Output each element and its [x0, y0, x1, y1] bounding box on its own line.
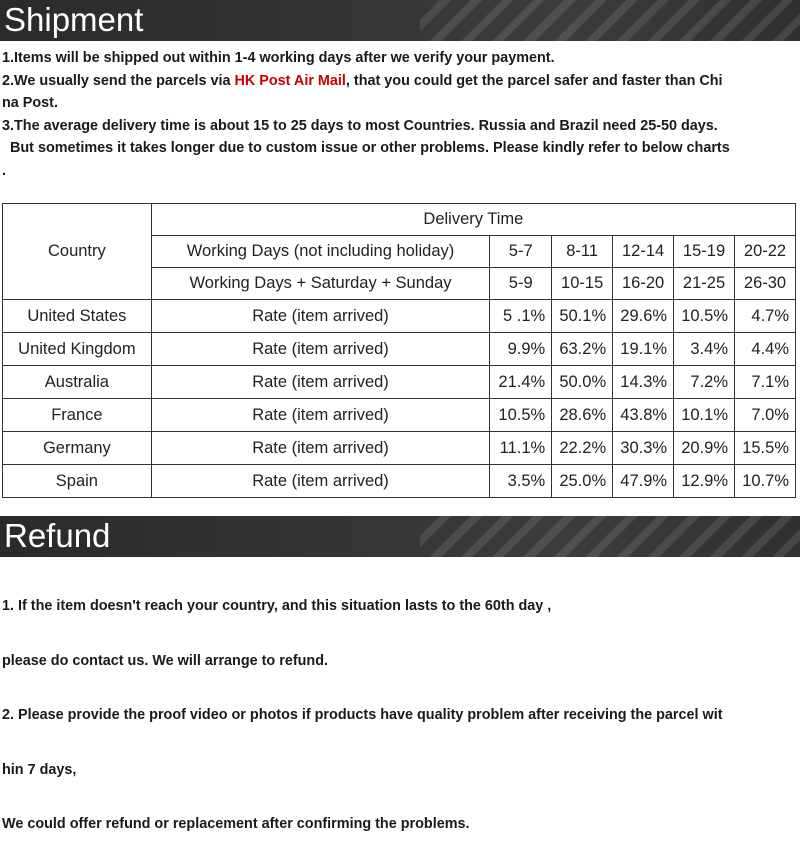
- rate-label-cell: Rate (item arrived): [151, 300, 489, 333]
- shipment-line: [2, 137, 798, 160]
- table-row: [3, 465, 796, 498]
- rate-cell: 19.1%: [613, 333, 674, 366]
- refund-line: We could offer refund or replacement after confirming the problems.: [2, 816, 470, 832]
- rate-cell: 30.3%: [613, 432, 674, 465]
- working-days-label: Working Days (not including holiday): [151, 236, 489, 268]
- rate-cell: 12.9%: [674, 465, 735, 498]
- rate-cell: 10.7%: [735, 465, 796, 498]
- line-text: , that you could get the parcel safer and faster than Chi: [345, 72, 723, 89]
- rate-label-cell: Rate (item arrived): [151, 465, 489, 498]
- rate-cell: 47.9%: [613, 465, 674, 498]
- country-cell: Germany: [3, 432, 152, 465]
- weekend-days-cell: 5-9: [490, 268, 552, 300]
- delivery-time-table: [2, 203, 796, 498]
- shipment-text: [2, 47, 798, 182]
- country-cell: United States: [3, 300, 152, 333]
- refund-line: 1. If the item doesn't reach your country, and this situation lasts to the 60th day ,: [2, 598, 552, 614]
- refund-banner: [0, 516, 800, 557]
- table-row: [3, 300, 796, 333]
- rate-cell: 22.2%: [552, 432, 613, 465]
- line-text: But sometimes it takes longer due to custom issue or other problems. Please kindly refer to below charts: [2, 140, 730, 156]
- refund-line: hin 7 days,: [2, 761, 77, 778]
- rate-label-cell: Rate (item arrived): [151, 432, 489, 465]
- carrier-highlight: HK Post Air Mail: [234, 72, 346, 89]
- rate-cell: 11.1%: [490, 432, 552, 465]
- shipment-banner: [0, 0, 800, 41]
- rate-cell: 3.4%: [674, 333, 735, 366]
- shipment-line: [2, 92, 798, 115]
- refund-title: Refund: [4, 517, 111, 554]
- rate-cell: 50.1%: [552, 300, 613, 333]
- refund-line: please do contact us. We will arrange to refund.: [2, 652, 328, 669]
- weekend-days-cell: 16-20: [613, 268, 674, 300]
- shipment-line: [2, 47, 798, 70]
- table-row: [3, 432, 796, 465]
- working-days-cell: 12-14: [613, 236, 674, 268]
- rate-cell: 50.0%: [552, 366, 613, 399]
- country-cell: Spain: [3, 465, 152, 498]
- shipment-line: [2, 70, 798, 93]
- weekend-days-cell: 21-25: [674, 268, 735, 300]
- rate-cell: 7.0%: [735, 399, 796, 432]
- refund-line: 2. Please provide the proof video or photos if products have quality problem after receiving the parcel wit: [2, 707, 723, 723]
- rate-cell: 25.0%: [552, 465, 613, 498]
- line-text: na Post.: [2, 95, 58, 111]
- shipment-line: [2, 160, 798, 183]
- rate-cell: 4.4%: [735, 333, 796, 366]
- rate-cell: 5 .1%: [490, 300, 552, 333]
- rate-cell: 15.5%: [735, 432, 796, 465]
- weekend-days-cell: 10-15: [552, 268, 613, 300]
- rate-cell: 14.3%: [613, 366, 674, 399]
- delivery-time-header: Delivery Time: [151, 204, 795, 236]
- shipment-title: Shipment: [4, 1, 144, 38]
- refund-text: [2, 563, 798, 852]
- rate-cell: 20.9%: [674, 432, 735, 465]
- banner-stripes: [420, 0, 800, 41]
- rate-cell: 10.5%: [674, 300, 735, 333]
- table-row: [3, 366, 796, 399]
- rate-label-cell: Rate (item arrived): [151, 366, 489, 399]
- rate-cell: 63.2%: [552, 333, 613, 366]
- country-cell: United Kingdom: [3, 333, 152, 366]
- country-cell: France: [3, 399, 152, 432]
- weekend-days-cell: 26-30: [735, 268, 796, 300]
- rate-cell: 7.2%: [674, 366, 735, 399]
- rate-cell: 9.9%: [490, 333, 552, 366]
- working-days-cell: 20-22: [735, 236, 796, 268]
- line-text: 3.The average delivery time is about 15 to 25 days to most Countries. Russia and Brazil need 25-50 days.: [2, 117, 718, 134]
- country-header: Country: [3, 204, 152, 300]
- rate-cell: 29.6%: [613, 300, 674, 333]
- line-text: .: [2, 162, 6, 179]
- country-cell: Australia: [3, 366, 152, 399]
- table-row: [3, 333, 796, 366]
- rate-cell: 3.5%: [490, 465, 552, 498]
- rate-cell: 4.7%: [735, 300, 796, 333]
- line-text: 1.Items will be shipped out within 1-4 working days after we verify your payment.: [2, 50, 555, 66]
- header-row: [3, 204, 796, 236]
- banner-stripes: [420, 516, 800, 557]
- rate-cell: 21.4%: [490, 366, 552, 399]
- rate-cell: 10.5%: [490, 399, 552, 432]
- working-days-cell: 5-7: [490, 236, 552, 268]
- table-row: [3, 399, 796, 432]
- rate-cell: 10.1%: [674, 399, 735, 432]
- working-days-cell: 8-11: [552, 236, 613, 268]
- working-days-cell: 15-19: [674, 236, 735, 268]
- rate-label-cell: Rate (item arrived): [151, 333, 489, 366]
- shipment-line: [2, 115, 798, 138]
- rate-cell: 28.6%: [552, 399, 613, 432]
- line-text: 2.We usually send the parcels via: [2, 72, 235, 89]
- weekend-days-label: Working Days + Saturday + Sunday: [151, 268, 489, 300]
- rate-cell: 7.1%: [735, 366, 796, 399]
- rate-cell: 43.8%: [613, 399, 674, 432]
- rate-label-cell: Rate (item arrived): [151, 399, 489, 432]
